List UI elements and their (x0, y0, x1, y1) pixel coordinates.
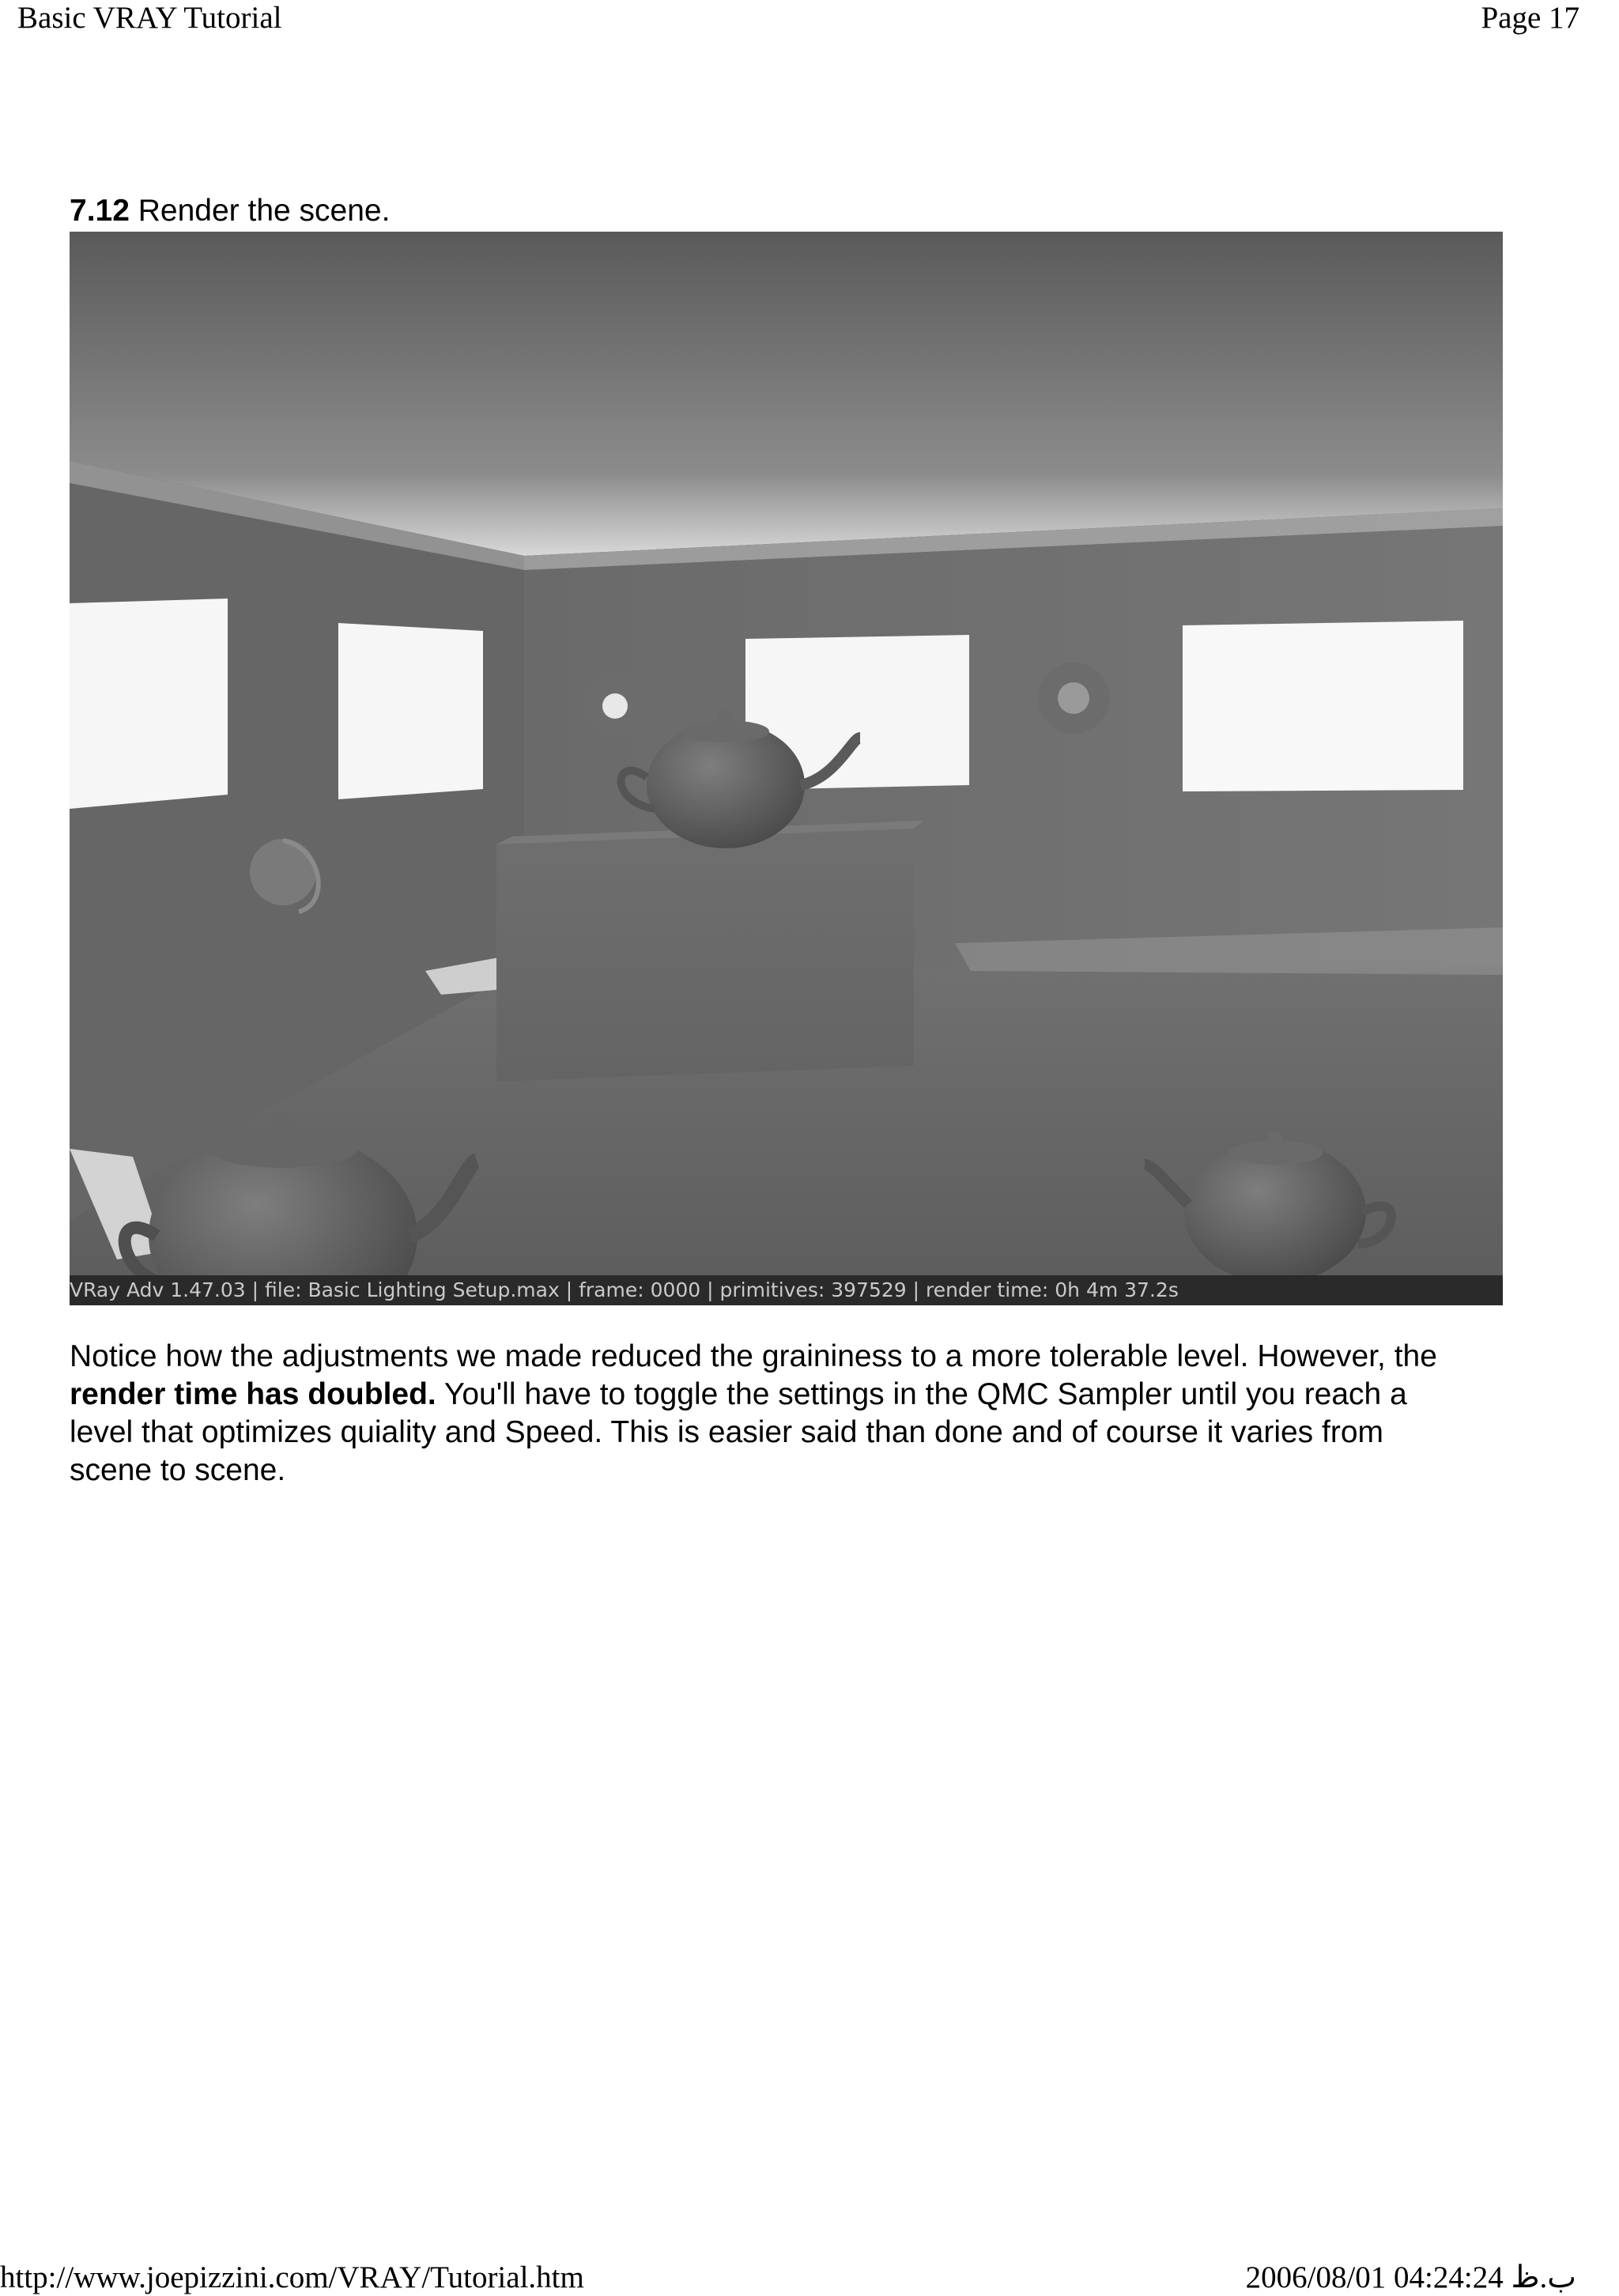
paragraph-line: render time has doubled. You'll have to toggle the settings in the QMC Sampler until you reach a (70, 1377, 1407, 1411)
step-text: Render the scene. (138, 194, 391, 228)
step-number: 7.12 (70, 194, 130, 228)
paragraph-line: Notice how the adjustments we made reduced the graininess to a more tolerable level. However, the (70, 1339, 1437, 1373)
render-scene (70, 232, 1503, 1305)
emphasis-text: render time has doubled. (70, 1377, 436, 1411)
header-title: Basic VRAY Tutorial (17, 1, 282, 35)
footer-datetime: 2006/08/01 04:24:24 ب.ظ (1245, 2260, 1576, 2294)
render-image (70, 232, 1503, 1305)
paragraph-line: scene to scene. (70, 1453, 286, 1487)
page-number: Page 17 (1481, 1, 1579, 35)
step-heading (70, 193, 390, 229)
paragraph-line: level that optimizes quiality and Speed. This is easier said than done and of course it varies from (70, 1415, 1384, 1449)
footer-url: http://www.joepizzini.com/VRAY/Tutorial.htm (0, 2260, 584, 2294)
render-status-bar: VRay Adv 1.47.03 | file: Basic Lighting Setup.max | frame: 0000 | primitives: 397529 | render time: 0h 4m 37.2s (70, 1275, 1503, 1305)
body-paragraph (70, 1338, 1548, 1490)
